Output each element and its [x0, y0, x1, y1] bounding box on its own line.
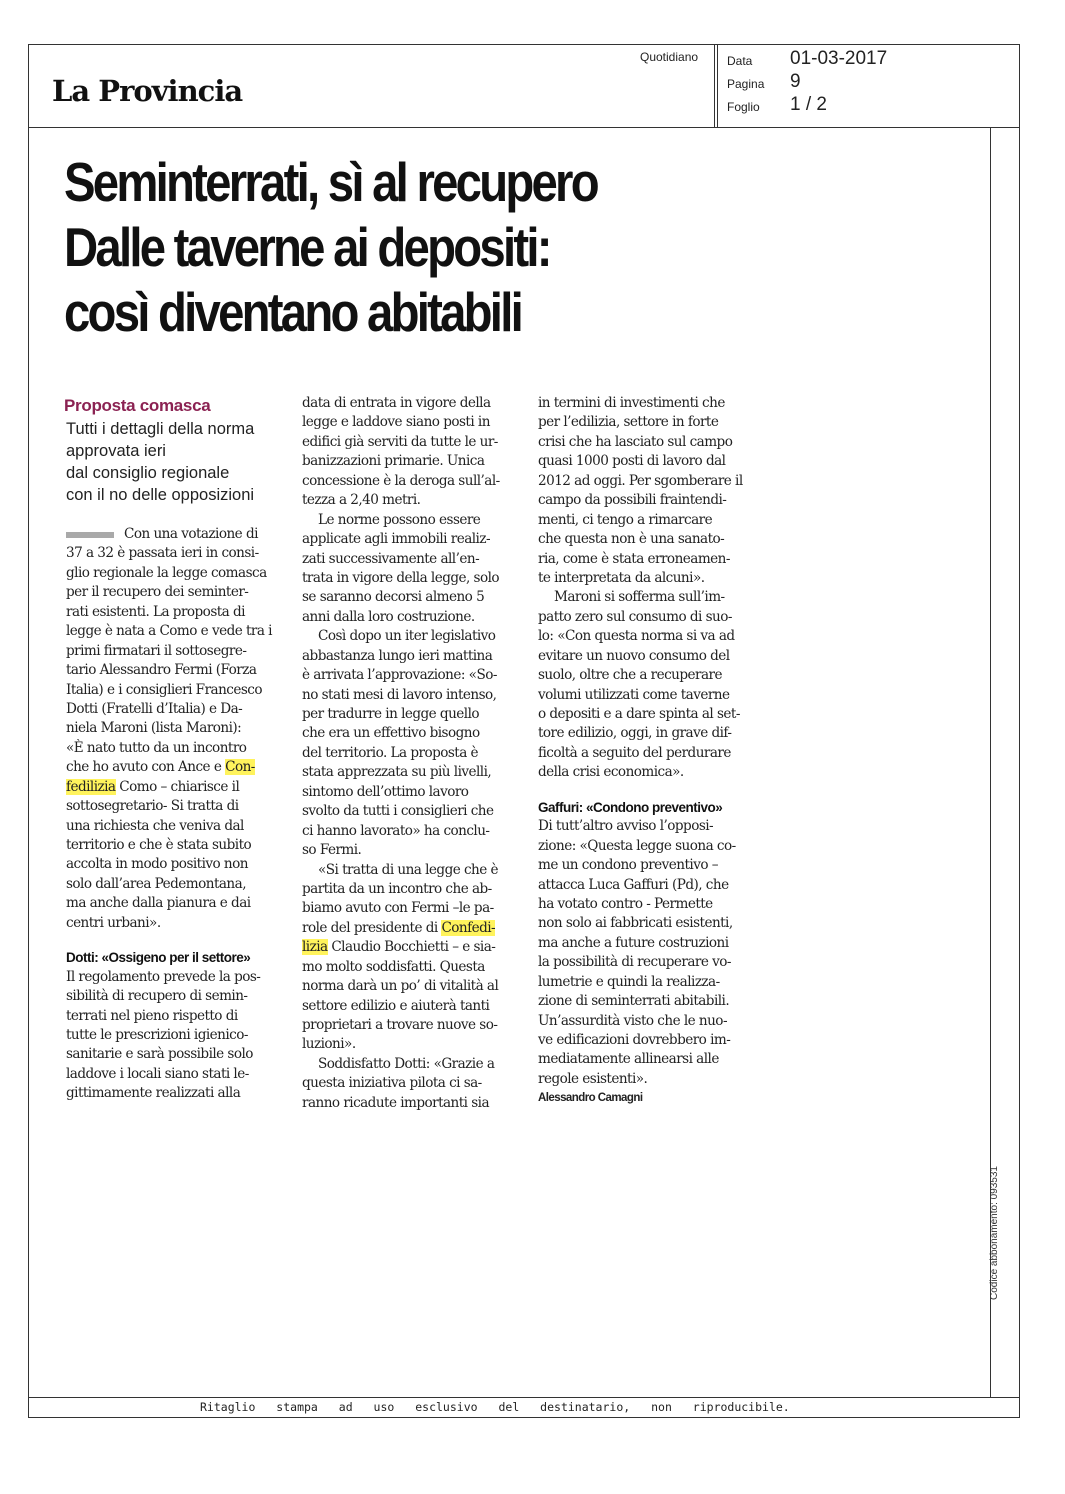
deck-line: Tutti i dettagli della norma — [66, 420, 255, 438]
publication-type: Quotidiano — [640, 50, 699, 64]
text-line: lumetrie e quindi la realizza- — [538, 973, 720, 990]
text-line: luzioni». — [302, 1036, 356, 1053]
text-line: legge è nata a Como e vede tra i — [66, 623, 272, 640]
text-line: te interpretata da alcuni». — [538, 569, 705, 586]
text-line: ha votato contro - Permette — [538, 895, 713, 912]
text-line — [66, 778, 286, 797]
text-line: ficoltà a seguito del perdurare — [538, 744, 731, 761]
subheading-dotti: Dotti: «Ossigeno per il settore» — [66, 950, 251, 966]
text-line: settore edilizio e aiuterà tanti — [302, 997, 490, 1014]
meta-value-date: 01-03-2017 — [790, 48, 888, 69]
text-line: o depositi e a dare spinta al set- — [538, 706, 740, 722]
text-fragment: Como – chiarisce il — [115, 778, 240, 795]
text-line: lo: «Con questa norma si va ad — [538, 628, 735, 645]
text-line: anni dalla loro costruzione. — [302, 608, 475, 625]
text-line: del territorio. La proposta è — [302, 744, 479, 761]
text-line: attacca Luca Gaffuri (Pd), che — [538, 876, 729, 893]
text-line: suolo, oltre che a recuperare — [538, 667, 722, 684]
text-line: evitare un nuovo consumo del — [538, 647, 730, 664]
text-line: se saranno decorsi almeno 5 — [302, 589, 485, 606]
meta-value-page: 9 — [790, 71, 801, 92]
text-line: sanitarie e sarà possibile solo — [66, 1046, 253, 1063]
text-line: questa iniziativa pilota ci sa- — [302, 1075, 482, 1092]
text-line — [66, 525, 286, 544]
text-line: Dotti (Fratelli d’Italia) e Da- — [66, 700, 243, 717]
text-line: solo dall’area Pedemontana, — [66, 875, 246, 892]
text-line: proprietari a trovare nuove so- — [302, 1017, 498, 1033]
text-fragment: Claudio Bocchietti – e sia- — [327, 939, 496, 956]
text-line: legge e laddove siano posti in — [302, 414, 490, 431]
text-line: trata in vigore della legge, solo — [302, 569, 500, 586]
text-line — [302, 919, 524, 938]
text-line: mediatamente allinearsi alle — [538, 1051, 719, 1068]
meta-label-sheet: Foglio — [727, 100, 760, 114]
text-line: zione di seminterrati abitabili. — [538, 993, 730, 1010]
text-line: accolta in modo positivo non — [66, 856, 248, 873]
highlight-confedilizia: lizia — [302, 939, 328, 956]
text-line: quasi 1000 posti di lavoro dal — [538, 453, 726, 470]
text-line: Soddisfatto Dotti: «Grazie a — [318, 1055, 495, 1072]
text-line: ci hanno lavorato» ha conclu- — [302, 822, 490, 839]
text-line: so Fermi. — [302, 842, 362, 859]
text-line: ranno ricadute importanti sia — [302, 1094, 490, 1111]
text-line: ma anche a future costruzioni — [538, 934, 729, 951]
text-line: territorio e che è stata subito — [66, 837, 252, 853]
text-line: applicate agli immobili realiz- — [302, 531, 490, 548]
headline — [64, 150, 718, 345]
footer-divider — [28, 1397, 1020, 1398]
headline-line: Dalle taverne ai depositi: — [64, 216, 550, 278]
text-line: della crisi economica». — [538, 764, 684, 781]
text-line: glio regionale la legge comasca — [66, 564, 267, 581]
text-line: «Si tratta di una legge che è — [318, 861, 499, 878]
text-line: Con una votazione di — [124, 526, 258, 542]
text-line: Maroni si sofferma sull’im- — [554, 589, 725, 606]
text-line: ve edificazioni dovrebbero im- — [538, 1032, 731, 1048]
meta-label-date: Data — [727, 54, 753, 68]
text-line: 37 a 32 è passata ieri in consi- — [66, 545, 259, 562]
text-line: centri urbani». — [66, 914, 161, 931]
text-line: banizzazioni primarie. Unica — [302, 453, 485, 470]
text-line: tezza a 2,40 metri. — [302, 492, 421, 509]
meta-value-sheet: 1 / 2 — [790, 94, 827, 115]
text-line: edifici già serviti da tutte le ur- — [302, 433, 498, 450]
masthead: La Provincia — [52, 74, 243, 108]
article-column-1 — [66, 525, 286, 1104]
text-line: mo molto soddisfatti. Questa — [302, 958, 485, 975]
article-column-2 — [302, 394, 524, 1113]
text-line: per il recupero dei seminter- — [66, 584, 249, 601]
text-line: norma darà un po’ di vitalità al — [302, 978, 499, 995]
text-line: Così dopo un iter legislativo — [318, 628, 496, 645]
text-line: sintomo dell’ottimo lavoro — [302, 783, 469, 800]
meta-label-page: Pagina — [727, 77, 765, 91]
headline-line: così diventano abitabili — [64, 281, 521, 343]
text-line: che era un effettivo bisogno — [302, 725, 480, 742]
text-line: stata apprezzata su più livelli, — [302, 764, 492, 781]
text-line: sibilità di recupero di semin- — [66, 988, 248, 1005]
article-column-3 — [538, 394, 760, 1109]
text-line: zione: «Questa legge suona co- — [538, 837, 736, 854]
text-line: ria, come è stata erroneamen- — [538, 550, 730, 567]
text-line — [302, 938, 524, 957]
text-line: zati successivamente all’en- — [302, 550, 480, 567]
highlight-confedilizia: fedilizia — [66, 778, 116, 795]
text-line: tutte le prescrizioni igienico- — [66, 1026, 248, 1043]
text-line: menti, ci tengo a rimarcare — [538, 511, 713, 528]
text-line: regole esistenti». — [538, 1070, 648, 1087]
headline-line: Seminterrati, sì al recupero — [64, 151, 597, 213]
meta-divider-right — [717, 44, 718, 127]
text-line: tore edilizio, oggi, in grave dif- — [538, 725, 732, 742]
text-line: svolto da tutti i consiglieri che — [302, 803, 494, 820]
lead-bar — [66, 532, 114, 538]
text-line: abbastanza lungo ieri mattina — [302, 647, 493, 664]
text-line: 2012 ad oggi. Per sgomberare il — [538, 472, 743, 489]
footer-notice: Ritaglio stampa ad uso esclusivo del destinatario, non riproducibile. — [200, 1400, 790, 1414]
meta-divider-left — [714, 44, 715, 127]
text-line — [66, 758, 286, 777]
text-line: per l’edilizia, settore in forte — [538, 414, 719, 431]
text-line: partita da un incontro che ab- — [302, 880, 492, 897]
text-line: Il regolamento prevede la pos- — [66, 968, 261, 985]
text-line: che questa non è una sanato- — [538, 531, 725, 548]
highlight-confedilizia: Con- — [225, 759, 255, 776]
text-line: ma anche dalla pianura e dai — [66, 895, 251, 912]
deck-line: con il no delle opposizioni — [66, 486, 255, 504]
text-line: no stati mesi di lavoro intenso, — [302, 686, 497, 703]
text-line: non solo ai fabbricati esistenti, — [538, 915, 733, 932]
text-line: campo da possibili fraintendi- — [538, 492, 727, 509]
text-line: volumi utilizzati come taverne — [538, 686, 730, 703]
text-line: gittimamente realizzati alla — [66, 1085, 241, 1102]
subheading-gaffuri: Gaffuri: «Condono preventivo» — [538, 799, 723, 815]
text-line: concessione è la deroga sull’al- — [302, 472, 500, 489]
text-line: una richiesta che veniva dal — [66, 817, 244, 834]
byline: Alessandro Camagni — [538, 1092, 643, 1105]
text-line: biamo avuto con Fermi –le pa- — [302, 900, 494, 917]
text-line: Di tutt’altro avviso l’opposi- — [538, 818, 714, 835]
text-line: Un’assurdità visto che le nuo- — [538, 1012, 727, 1029]
deck-line: approvata ieri — [66, 442, 166, 460]
text-line: tario Alessandro Fermi (Forza — [66, 662, 257, 679]
text-line: sottosegretario- Si tratta di — [66, 798, 239, 815]
text-line: per tradurre in legge quello — [302, 706, 480, 722]
text-fragment: che ho avuto con Ance e — [66, 759, 226, 776]
highlight-confedilizia: Confedi- — [441, 919, 496, 936]
text-line: «È nato tutto da un incontro — [66, 739, 247, 756]
text-line: terrati nel pieno rispetto di — [66, 1007, 238, 1024]
kicker: Proposta comasca — [64, 396, 211, 415]
text-line: patto zero sul consumo di suo- — [538, 608, 732, 625]
text-line: la possibilità di recuperare vo- — [538, 954, 731, 971]
text-line: in termini di investimenti che — [538, 395, 725, 411]
text-line: laddove i locali siano stati le- — [66, 1065, 249, 1082]
subscription-code: Codice abbonamento: 093531 — [989, 1166, 1000, 1300]
text-line: Italia) e i consiglieri Francesco — [66, 681, 262, 698]
text-line: rati esistenti. La proposta di — [66, 603, 245, 620]
text-line: è arrivata l’approvazione: «So- — [302, 667, 497, 684]
text-line: me un condono preventivo – — [538, 857, 719, 874]
text-line: primi firmatari il sottosegre- — [66, 642, 247, 659]
deck-line: dal consiglio regionale — [66, 464, 230, 482]
text-fragment: role del presidente di — [302, 919, 442, 936]
text-line: crisi che ha lasciato sul campo — [538, 433, 733, 450]
text-line: niela Maroni (lista Maroni): — [66, 720, 242, 737]
header-divider — [28, 127, 1020, 128]
text-line: data di entrata in vigore della — [302, 395, 491, 411]
text-line: Le norme possono essere — [318, 511, 481, 528]
deck — [66, 418, 254, 506]
